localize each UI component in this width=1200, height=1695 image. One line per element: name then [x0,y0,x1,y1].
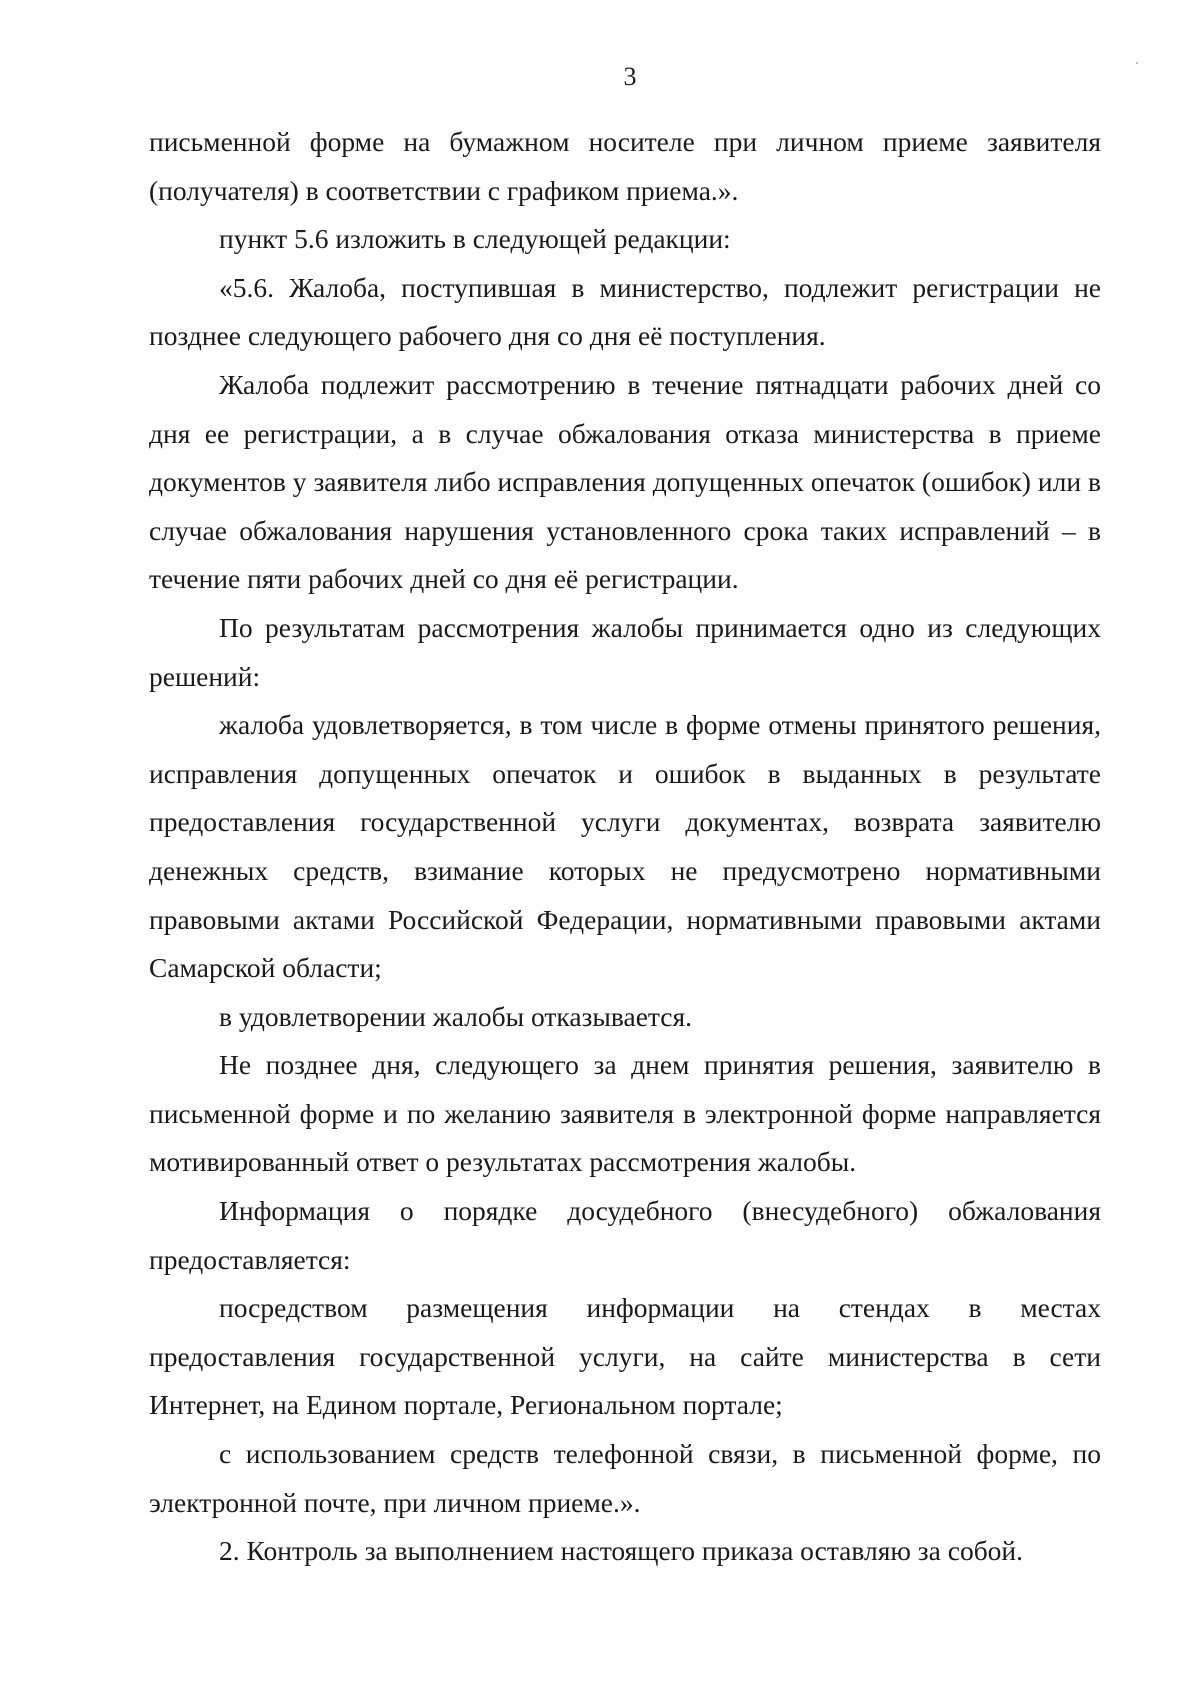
paragraph-8: Не позднее дня, следующего за днем принятия решения, заявителю в письменной форме и по желанию заявителя в электронной форме направляется мотивированный ответ о результатах рассмотрения жалобы. [149,1049,1101,1178]
paragraph-11: с использованием средств телефонной связи, в письменной форме, по электронной почте, при личном приеме.». [149,1438,1101,1518]
paragraph-1: письменной форме на бумажном носителе при личном приеме заявителя (получателя) в соответствии с графиком приема.». [149,126,1101,206]
paragraph-6: жалоба удовлетворяется, в том числе в форме отмены принятого решения, исправления допущенных опечаток и ошибок в выданных в результате предоставления государственной услуги документах, возврата заявителю денежных средств, взимание которых не предусмотрено нормативными правовыми актами Российской Федерации, нормативными правовыми актами Самарской области; [149,709,1101,984]
document-body [149,118,1101,1576]
page-number: 3 [623,62,637,91]
paragraph-7: в удовлетворении жалобы отказывается. [219,1000,692,1032]
paragraph-10: посредством размещения информации на стендах в местах предоставления государственной услуги, на сайте министерства в сети Интернет, на Едином портале, Региональном портале; [149,1292,1101,1421]
paragraph-9: Информация о порядке досудебного (внесудебного) обжалования предоставляется: [149,1195,1101,1275]
scan-speck [1136,62,1138,64]
paragraph-5: По результатам рассмотрения жалобы принимается одно из следующих решений: [149,611,1101,692]
paragraph-12: 2. Контроль за выполнением настоящего приказа оставляю за собой. [219,1535,1024,1567]
paragraph-2: пункт 5.6 изложить в следующей редакции: [219,223,731,255]
paragraph-3: «5.6. Жалоба, поступившая в министерство, подлежит регистрации не позднее следующего рабочего дня со дня её поступления. [149,271,1101,352]
paragraph-4: Жалоба подлежит рассмотрению в течение пятнадцати рабочих дней со дня ее регистрации, а в случае обжалования отказа министерства в приеме документов у заявителя либо исправления допущенных опечаток (ошибок) или в случае обжалования нарушения установленного срока таких исправлений – в течение пяти рабочих дней со дня её регистрации. [149,368,1101,595]
